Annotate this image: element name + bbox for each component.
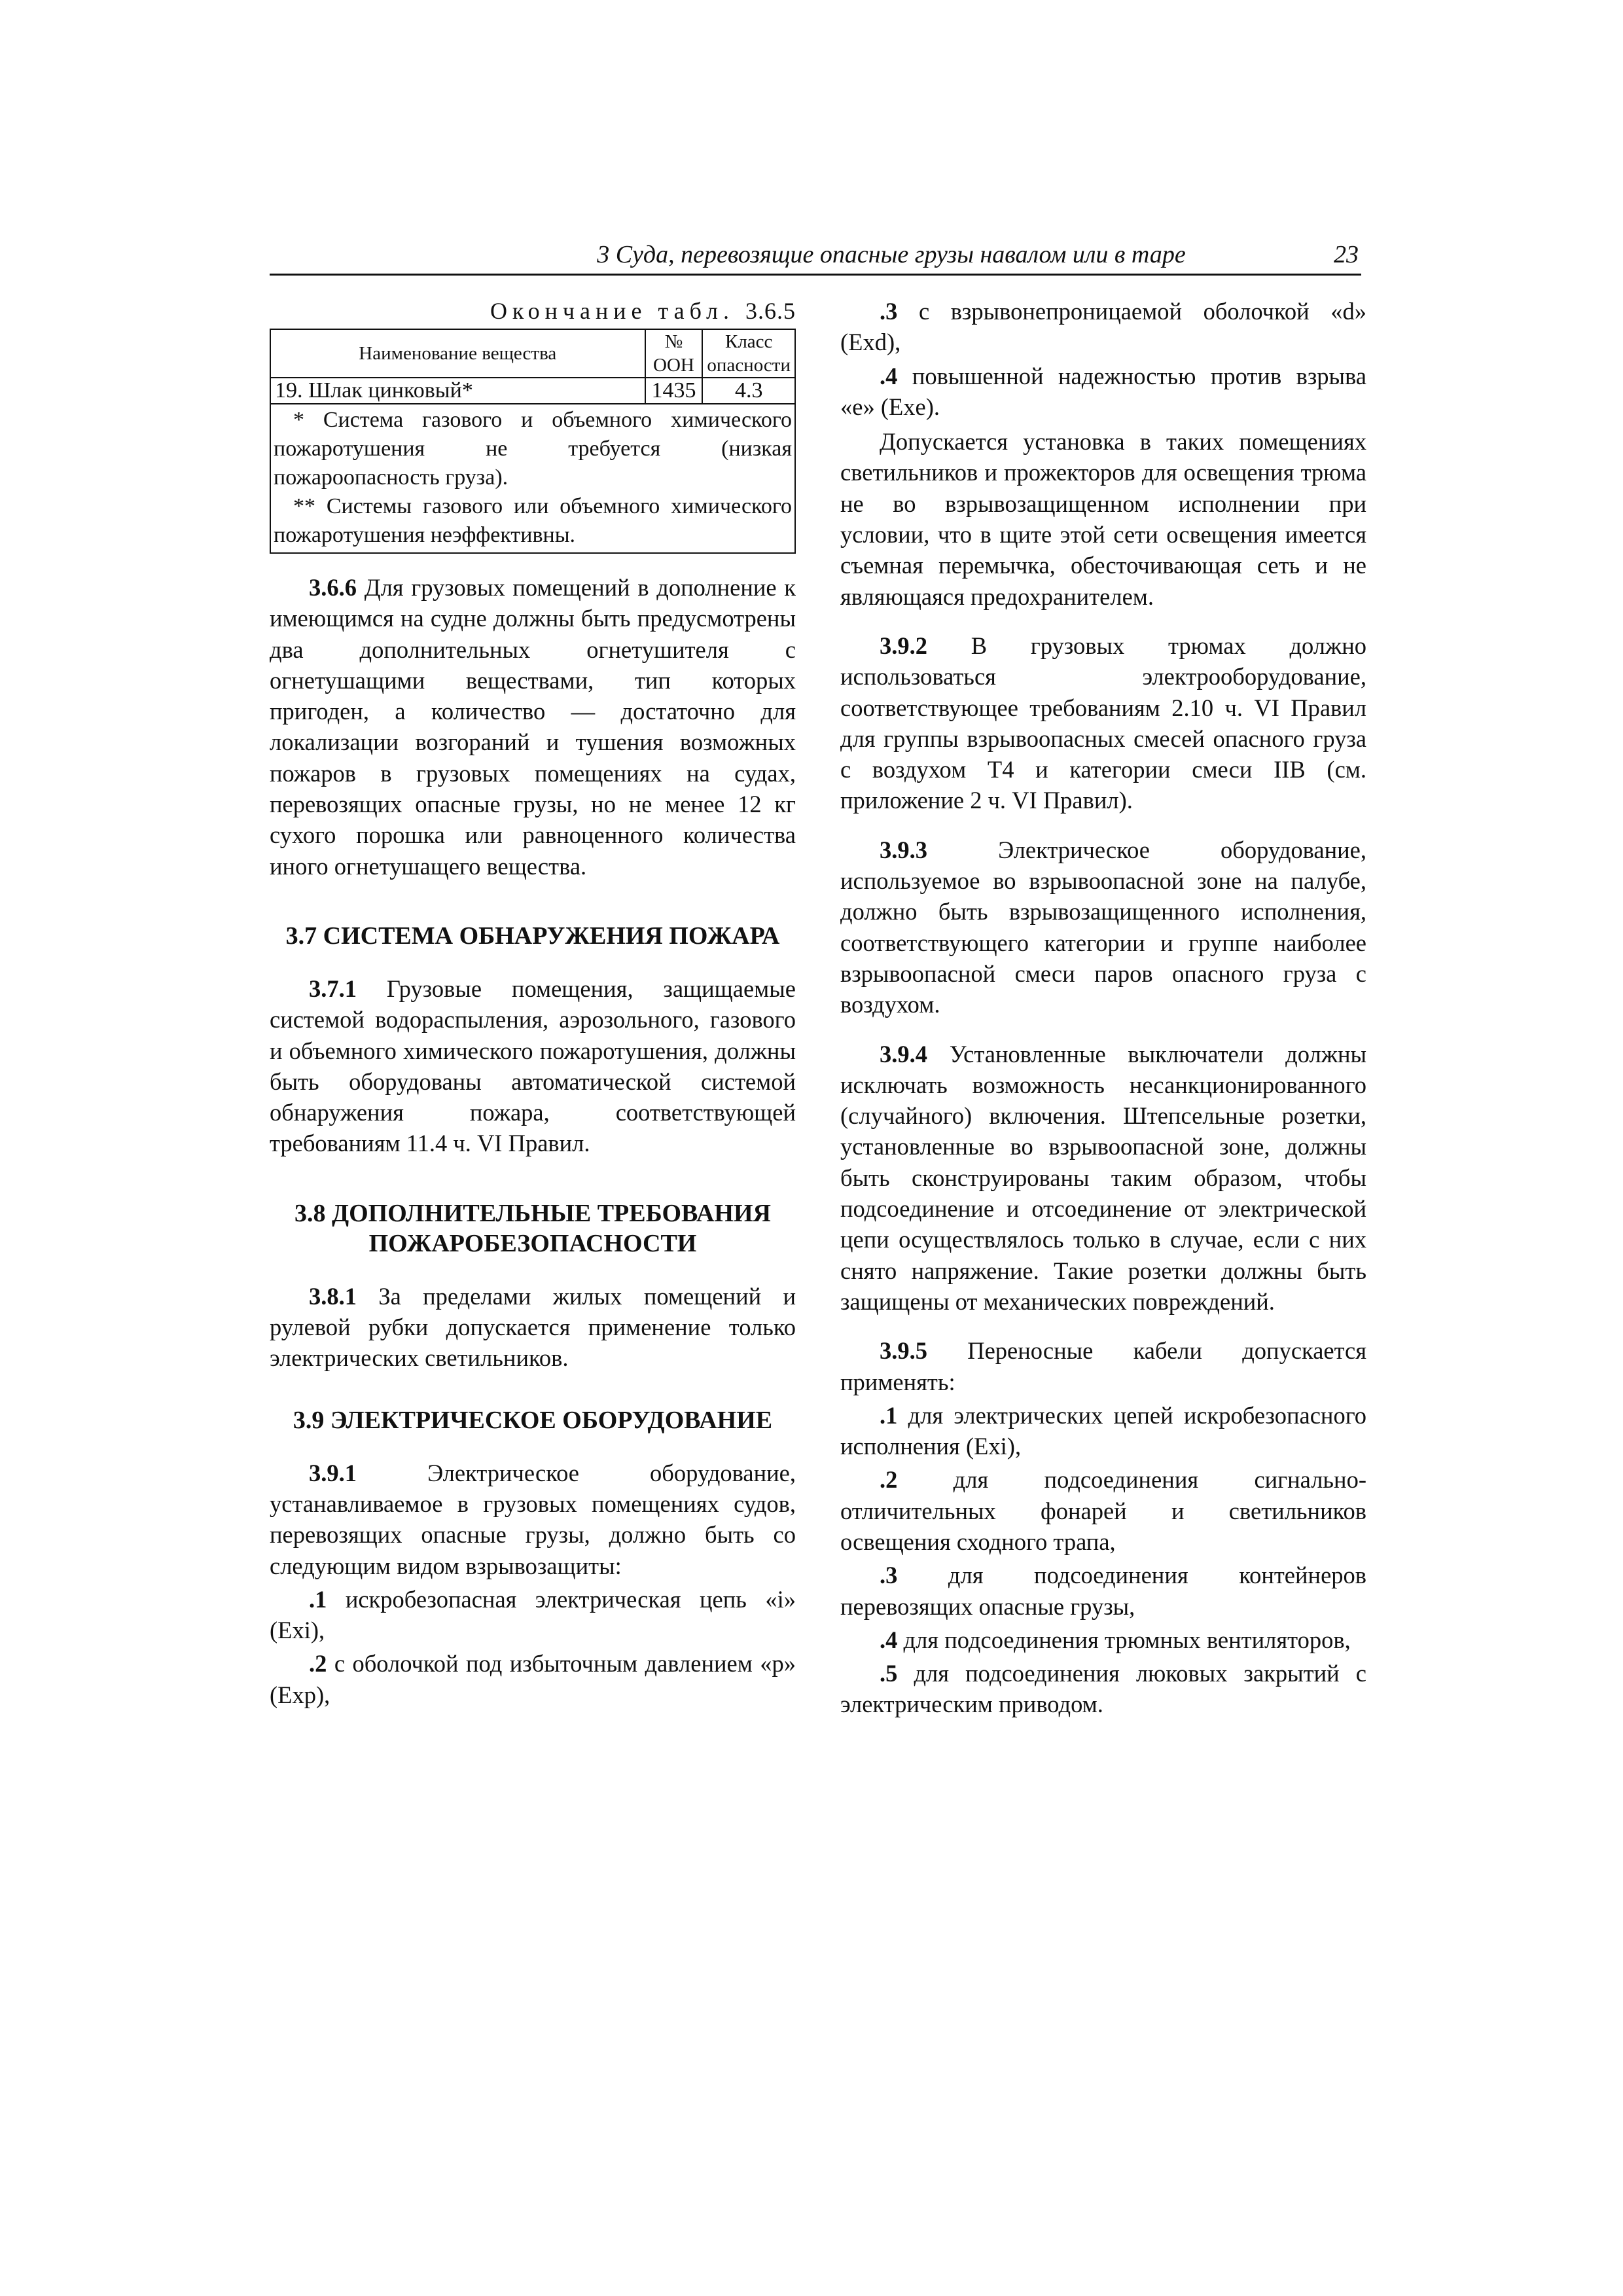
item-number: .1 [309,1585,327,1613]
left-column [270,296,796,1710]
list-item-4 [840,361,1366,423]
page-header [270,238,1361,276]
col-header-class: Класс опасности [702,329,795,378]
clause-number: 3.7.1 [309,975,357,1002]
section-heading-3-7: 3.7 СИСТЕМА ОБНАРУЖЕНИЯ ПОЖАРА [285,922,780,950]
table-caption-number: 3.6.5 [745,298,796,324]
item-number: .4 [880,362,898,389]
item-number: .3 [880,298,898,325]
list-item-1 [270,1584,796,1646]
paragraph-3-9-1 [270,1458,796,1581]
paragraph-allowance: Допускается установка в таких помещениях светильников и прожекторов для освещения трюма не во взрывозащищенном исполнении при условии, что в щите этой сети освещения имеется съемная перемычка, обесточивающая сеть и не являющаяся предохранителем. [840,428,1366,610]
paragraph-3-8-1 [270,1281,796,1374]
cable-item-1 [840,1400,1366,1462]
item-text: для подсоединения трюмных вентиляторов, [903,1626,1351,1653]
page-number: 23 [1334,241,1359,268]
list-item-2 [270,1648,796,1710]
clause-number: 3.9.2 [880,632,927,659]
item-text: для подсоединения сигнально-отличительных фонарей и светильников освещения сходного трапа, [840,1466,1366,1555]
cable-item-4 [840,1624,1366,1655]
cable-item-3 [840,1560,1366,1622]
table-row [270,378,795,404]
item-number: .2 [880,1466,898,1494]
item-number: .3 [880,1562,898,1589]
clause-number: 3.9.4 [880,1040,927,1067]
clause-number: 3.9.1 [309,1459,357,1486]
section-heading-3-9: 3.9 ЭЛЕКТРИЧЕСКОЕ ОБОРУДОВАНИЕ [293,1406,773,1434]
paragraph-3-9-3 [840,834,1366,1020]
paragraph-text: Для грузовых помещений в дополнение к имеющимся на судне должны быть предусмотрены два дополнительных огнетушителя с огнетушащими веществами, тип которых пригоден, а количество — достаточно для локализации возгораний и тушения возможных пожаров в грузовых помещениях на судах, перевозящих опасные грузы, но не менее 12 кг сухого порошка или равноценного количества иного огнетушащего вещества. [270,574,796,880]
item-number: .1 [880,1401,898,1429]
paragraph-text: Электрическое оборудование, устанавливаемое в грузовых помещениях судов, перевозящих опасные грузы, должно быть со следующим видом взрывозащиты: [270,1459,796,1579]
paragraph-3-9-5 [840,1335,1366,1397]
table-caption-word: Окончание табл. [490,298,734,324]
table-note-1: * Система газового и объемного химического пожаротушения не требуется (низкая пожароопасность груза). [274,408,792,490]
cell-hazard-class: 4.3 [702,378,795,404]
cell-substance-name: 19. Шлак цинковый* [270,378,645,404]
item-text: с взрывонепроницаемой оболочкой «d» (Exd), [840,298,1367,356]
table-caption [270,296,796,326]
item-number: .4 [880,1626,898,1653]
running-title: 3 Суда, перевозящие опасные грузы навалом или в таре [597,241,1186,268]
paragraph-text: За пределами жилых помещений и рулевой рубки допускается применение только электрических светильников. [270,1282,796,1372]
item-text: для электрических цепей искробезопасного исполнения (Exi), [840,1401,1367,1460]
paragraph-text: В грузовых трюмах должно использоваться электрооборудование, соответствующее требованиям 2.10 ч. VI Правил для группы взрывоопасных смесей опасного груза с воздухом T4 и категории смеси IIB (см. приложение 2 ч. VI Правил). [840,632,1366,814]
item-text: для подсоединения люковых закрытий с электрическим приводом. [840,1660,1366,1718]
table-notes [270,404,795,553]
paragraph-text: Переносные кабели допускается применять: [840,1337,1366,1395]
paragraph-text: Установленные выключатели должны исключать возможность несанкционированного (случайного) включения. Штепсельные розетки, установленные во взрывоопасной зоне, должны быть сконструированы таким образом, чтобы подсоединение и отсоединение от электрической цепи осуществлялось только в случае, если с них снято напряжение. Такие розетки должны быть защищены от механических повреждений. [840,1040,1367,1315]
paragraph-text: Грузовые помещения, защищаемые системой водораспыления, аэрозольного, газового и объемного химического пожаротушения, должны быть оборудованы автоматической системой обнаружения пожара, соответствующей требованиям 11.4 ч. VI Правил. [270,975,796,1157]
paragraph-3-6-6 [270,572,796,882]
substance-table [270,329,796,554]
table-note-2: ** Системы газового или объемного химического пожаротушения неэффективны. [274,494,792,547]
item-text: искробезопасная электрическая цепь «i» (Exi), [270,1585,796,1644]
clause-number: 3.9.3 [880,836,927,863]
item-number: .2 [309,1650,327,1677]
table-header-row [270,329,795,378]
col-header-un: № ООН [645,329,703,378]
cable-item-5 [840,1658,1366,1720]
list-item-3 [840,296,1366,358]
item-text: повышенной надежностью против взрыва «e» (Exe). [840,362,1367,420]
cell-un-number: 1435 [645,378,703,404]
paragraph-3-7-1 [270,973,796,1159]
col-header-name: Наименование вещества [270,329,645,378]
clause-number: 3.6.6 [309,574,357,601]
paragraph-3-9-2 [840,630,1366,816]
table-notes-row [270,404,795,553]
clause-number: 3.8.1 [309,1282,357,1310]
section-heading-3-8: 3.8 ДОПОЛНИТЕЛЬНЫЕ ТРЕБОВАНИЯ ПОЖАРОБЕЗОПАСНОСТИ [294,1199,771,1257]
cable-item-2 [840,1464,1366,1557]
item-number: .5 [880,1660,898,1687]
paragraph-text: Электрическое оборудование, используемое во взрывоопасной зоне на палубе, должно быть взрывозащищенного исполнения, соответствующего категории и группе наиболее взрывоопасной смеси паров опасного груза с воздухом. [840,836,1366,1018]
right-column [840,296,1366,1720]
item-text: для подсоединения контейнеров перевозящих опасные грузы, [840,1562,1367,1620]
paragraph-3-9-4 [840,1039,1366,1318]
item-text: с оболочкой под избыточным давлением «p» (Exp), [270,1650,796,1708]
clause-number: 3.9.5 [880,1337,927,1365]
